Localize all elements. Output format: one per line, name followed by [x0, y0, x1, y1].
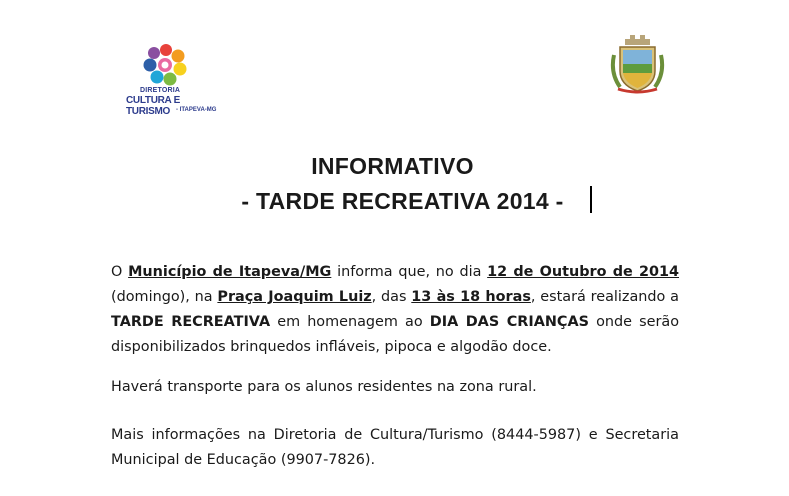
highlight-event: TARDE RECREATIVA — [111, 314, 271, 330]
cultura-turismo-logo — [118, 40, 218, 118]
highlight-location: Praça Joaquim Luiz — [217, 289, 372, 305]
highlight-date: 12 de Outubro de 2014 — [487, 264, 679, 280]
text-segment: (domingo), na — [111, 289, 218, 305]
paragraph-transport: Haverá transporte para os alunos residentes na zona rural. — [111, 379, 537, 395]
municipal-crest — [610, 33, 665, 95]
text-segment: , das — [371, 289, 412, 305]
logo-line-diretoria: DIRETORIA — [140, 87, 181, 94]
paragraph-event-info — [111, 260, 679, 360]
highlight-municipio: Município de Itapeva/MG — [128, 264, 332, 280]
page-title: INFORMATIVO — [311, 153, 474, 179]
logo-line-cultura-turismo: CULTURA E TURISMO — [126, 95, 180, 117]
paragraph-contact: Mais informações na Diretoria de Cultura/Turismo (8444-5987) e Secretaria Municipal de Educação (9907-7826). — [111, 427, 679, 468]
flower-logo-icon — [138, 42, 194, 88]
municipal-crest-icon — [610, 33, 665, 95]
logo-line-itapeva: - ITAPEVA-MG — [176, 107, 217, 113]
text-segment: onde serão disponibilizados brinquedos infláveis, pipoca e algodão doce. — [111, 314, 679, 355]
page-subtitle: - TARDE RECREATIVA 2014 - — [241, 188, 564, 214]
text-cursor — [590, 186, 592, 213]
text-segment: informa que, no dia — [331, 264, 488, 280]
text-segment: em homenagem ao — [270, 314, 430, 330]
highlight-occasion: DIA DAS CRIANÇAS — [429, 314, 589, 330]
highlight-time: 13 às 18 horas — [411, 289, 531, 305]
text-segment: , estará realizando a — [530, 289, 679, 305]
text-segment: O — [111, 264, 129, 280]
